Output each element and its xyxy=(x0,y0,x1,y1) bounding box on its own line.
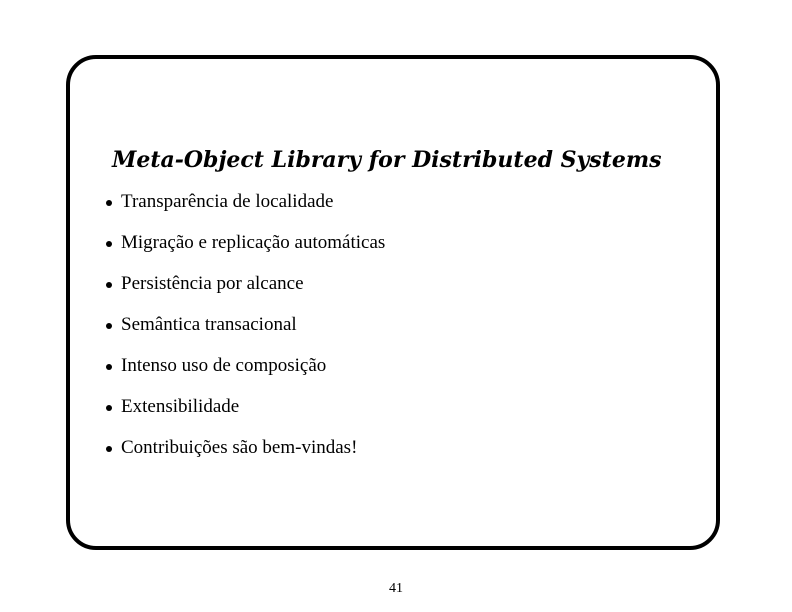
bullet-text: Persistência por alcance xyxy=(121,273,304,294)
bullet-dot-icon xyxy=(106,364,112,370)
bullet-dot-icon xyxy=(106,323,112,329)
bullet-text: Semântica transacional xyxy=(121,314,297,335)
bullet-item xyxy=(106,395,385,436)
bullet-text: Intenso uso de composição xyxy=(121,355,327,376)
bullet-dot-icon xyxy=(106,200,112,206)
bullet-text: Migração e replicação automáticas xyxy=(121,232,386,253)
page-number: 41 xyxy=(389,581,403,596)
bullet-dot-icon xyxy=(106,446,112,452)
slide-title: Meta-Object Library for Distributed Systems xyxy=(112,147,662,173)
bullet-item xyxy=(106,436,385,477)
bullet-dot-icon xyxy=(106,282,112,288)
bullet-item xyxy=(106,313,385,354)
bullet-dot-icon xyxy=(106,405,112,411)
bullet-item xyxy=(106,272,385,313)
bullet-dot-icon xyxy=(106,241,112,247)
bullet-item xyxy=(106,354,385,395)
bullet-text: Contribuições são bem-vindas! xyxy=(121,437,358,458)
bullet-item xyxy=(106,190,385,231)
bullet-item xyxy=(106,231,385,272)
bullet-list xyxy=(106,190,385,477)
bullet-text: Transparência de localidade xyxy=(121,191,334,212)
bullet-text: Extensibilidade xyxy=(121,396,240,417)
